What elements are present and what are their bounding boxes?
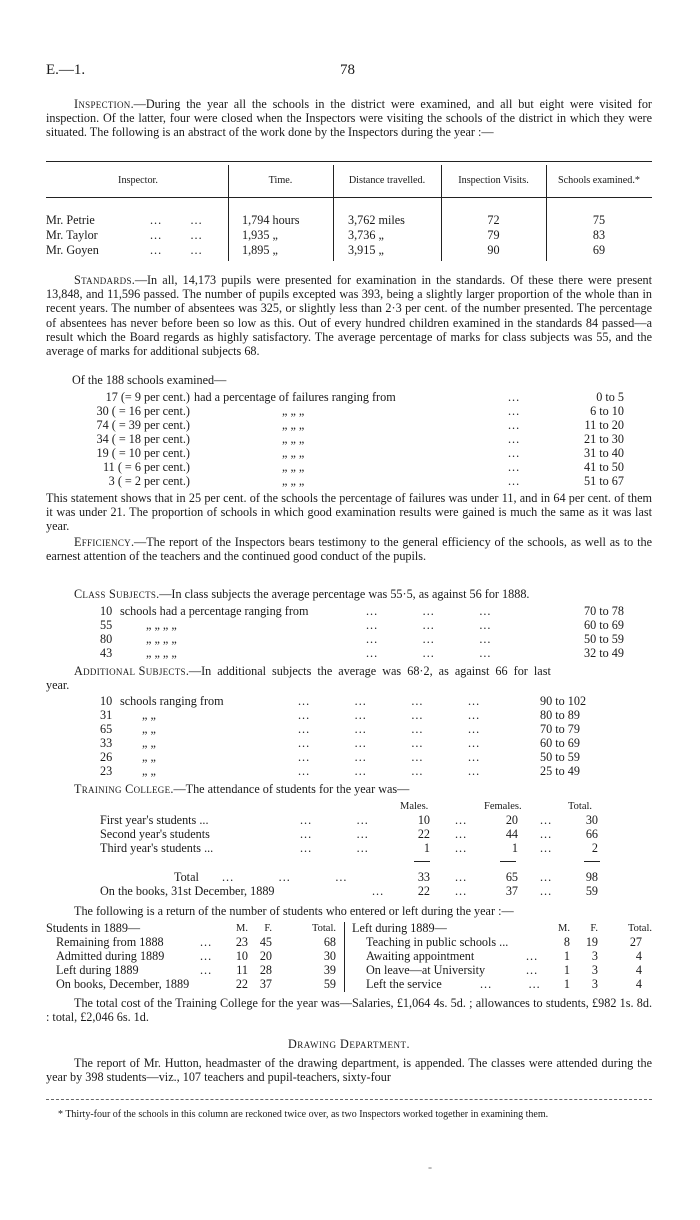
right-total-cell: 27 (629, 935, 642, 949)
schools-cell: 69 (592, 243, 606, 257)
leader-dots: ... (455, 884, 468, 898)
leader-dots: ... (508, 390, 521, 404)
left-total-cell: 39 (323, 963, 336, 977)
list-range: 50 to 59 (540, 750, 580, 764)
leader-dots: ... (455, 870, 468, 884)
females-cell: 1 (511, 841, 518, 855)
right-row-label: Teaching in public schools ... (366, 935, 509, 949)
sum-rule (584, 861, 600, 862)
leader-dots: ... ... ... ... (298, 722, 481, 736)
leader-dots: ... ... ... ... (298, 764, 481, 778)
left-row-label: Admitted during 1889 (56, 949, 165, 963)
right-m-cell: 8 (563, 935, 570, 949)
inspection-heading: Inspection (74, 97, 131, 111)
efficiency-paragraph (46, 535, 652, 563)
training-college-text: .—The attendance of students for the year was— (170, 782, 410, 796)
right-m-cell: 1 (563, 949, 570, 963)
left-total-cell: 68 (323, 935, 336, 949)
males-cell: 22 (417, 827, 430, 841)
list-count: 80 (100, 632, 113, 646)
left-row-label: Left during 1889 (56, 963, 139, 977)
list-desc: „ „ (142, 764, 156, 778)
class-subjects-heading: Class Subjects (74, 587, 157, 601)
total-cell: 66 (585, 827, 598, 841)
females-cell: 20 (505, 813, 518, 827)
leader-dots: ... (372, 884, 385, 898)
failure-desc: „ „ „ (282, 418, 305, 432)
total-label: Total (174, 870, 199, 884)
return-intro: The following is a return of the number of students who entered or left during the year :— (74, 904, 514, 918)
leader-dots: ... (508, 404, 521, 418)
inspection-paragraph (46, 97, 652, 140)
footnote: * Thirty-four of the schools in this column are reckoned twice over, as two Inspectors worked together in examining them. (58, 1109, 549, 1120)
right-m-cell: 1 (563, 963, 570, 977)
right-col-f: F. (590, 923, 598, 934)
list-range: 90 to 102 (540, 694, 587, 708)
males-books: 22 (417, 884, 430, 898)
list-desc: „ „ (142, 736, 156, 750)
right-f-cell: 3 (591, 949, 598, 963)
drawing-paragraph: The report of Mr. Hutton, headmaster of the drawing department, is appended. The classes were attended during the year by 398 students—viz., 107 teachers and pupil-teachers, sixty-four (46, 1056, 652, 1085)
inspector-name: Mr. Petrie (46, 213, 95, 227)
list-count: 26 (100, 750, 113, 764)
left-m-cell: 23 (235, 935, 248, 949)
failure-count: 19 ( = 10 per cent.) (96, 446, 190, 460)
leader-dots: ... ... ... ... (298, 694, 481, 708)
leader-dots: ... (508, 460, 521, 474)
leader-dots: ... (508, 418, 521, 432)
visits-cell: 90 (487, 243, 500, 257)
visits-cell: 72 (487, 213, 500, 227)
list-desc: „ „ „ „ (146, 632, 177, 646)
right-table-title: Left during 1889— (352, 921, 447, 935)
page-header (46, 62, 654, 82)
left-row-label: On books, December, 1889 (56, 977, 190, 991)
leader-dots: ... (200, 963, 213, 977)
list-count: 55 (100, 618, 113, 632)
leader-dots: ... (508, 446, 521, 460)
col-header-females: Females. (484, 801, 522, 812)
leader-dots: ... ... ... ... (298, 736, 481, 750)
report-code: E.—1. (46, 62, 86, 78)
leader-dots: ... (200, 935, 213, 949)
leader-dots: ... ... ... (366, 632, 492, 646)
table-col-divider (344, 922, 345, 992)
total-cell: 2 (591, 841, 598, 855)
left-m-cell: 11 (236, 963, 248, 977)
leader-dots: ... (540, 813, 553, 827)
right-total-cell: 4 (635, 977, 642, 991)
right-f-cell: 19 (585, 935, 598, 949)
books-label: On the books, 31st December, 1889 (100, 884, 275, 898)
list-count: 31 (100, 708, 113, 722)
leader-dots: ... (526, 963, 539, 977)
failure-desc: „ „ „ (282, 404, 305, 418)
distance-cell: 3,915 „ (348, 243, 384, 257)
failure-count: 11 ( = 6 per cent.) (103, 460, 190, 474)
leader-dots: ... ... ... (222, 870, 348, 884)
males-total: 33 (417, 870, 430, 884)
list-desc: „ „ (142, 750, 156, 764)
list-count: 43 (100, 646, 113, 660)
leader-dots: ... (455, 813, 468, 827)
standards-heading: Standards (74, 273, 132, 287)
left-f-cell: 28 (259, 963, 272, 977)
left-m-cell: 22 (235, 977, 248, 991)
leader-dots: ... ... (300, 813, 369, 827)
visits-cell: 79 (487, 228, 500, 242)
leader-dots: ... ... ... ... (298, 750, 481, 764)
list-desc: „ „ „ „ (146, 646, 177, 660)
leader-dots: ... (508, 432, 521, 446)
efficiency-heading: Efficiency (74, 535, 131, 549)
failure-range: 51 to 67 (584, 474, 624, 488)
left-total-cell: 59 (323, 977, 336, 991)
left-table-title: Students in 1889— (46, 921, 141, 935)
leader-dots: ... ... (300, 827, 369, 841)
left-f-cell: 20 (259, 949, 272, 963)
standards-intro: Of the 188 schools examined— (72, 373, 227, 387)
list-range: 70 to 79 (540, 722, 580, 736)
list-desc: schools ranging from (120, 694, 224, 708)
left-col-m: M. (236, 923, 248, 934)
table-top-rule (46, 161, 652, 162)
col-header-schools: Schools examined.* (557, 175, 641, 186)
leader-dots: ... (540, 884, 553, 898)
standards-conclusion: This statement shows that in 25 per cent. of the schools the percentage of failures was under 11, and in 64 per cent. of them it was under 21. The proportion of schools in which good examination results were gained is much the same as it was last year. (46, 491, 652, 534)
attendance-label: Third year's students ... (100, 841, 214, 855)
time-cell: 1,895 „ (242, 243, 278, 257)
failure-desc: „ „ „ (282, 432, 305, 446)
left-m-cell: 10 (235, 949, 248, 963)
cost-paragraph: The total cost of the Training College for the year was—Salaries, £1,064 4s. 5d. ; allowances to students, £982 1s. 8d. : total, £2,046 6s. 1d. (46, 996, 652, 1025)
time-cell: 1,794 hours (242, 213, 300, 227)
sum-rule (414, 861, 430, 862)
class-subjects-paragraph (46, 587, 652, 601)
leader-dots: ... ... (150, 243, 203, 257)
list-count: 10 (100, 604, 113, 618)
list-count: 23 (100, 764, 113, 778)
footnote-rule (46, 1099, 652, 1100)
left-col-f: F. (264, 923, 272, 934)
list-count: 65 (100, 722, 113, 736)
list-range: 80 to 89 (540, 708, 580, 722)
list-range: 50 to 59 (584, 632, 624, 646)
failure-desc: „ „ „ (282, 474, 305, 488)
right-total-cell: 4 (635, 949, 642, 963)
training-college-paragraph (74, 782, 409, 796)
time-cell: 1,935 „ (242, 228, 278, 242)
col-header-time: Time. (268, 175, 293, 186)
right-row-label: Awaiting appointment (366, 949, 475, 963)
left-f-cell: 37 (259, 977, 272, 991)
failure-count: 74 ( = 39 per cent.) (96, 418, 190, 432)
sum-rule (500, 861, 516, 862)
attendance-label: Second year's students (100, 827, 210, 841)
right-f-cell: 3 (591, 977, 598, 991)
left-total-cell: 30 (323, 949, 336, 963)
leader-dots: ... ... ... (366, 646, 492, 660)
leader-dots: ... ... ... ... (298, 708, 481, 722)
col-header-inspector: Inspector. (118, 175, 158, 186)
distance-cell: 3,762 miles (348, 213, 405, 227)
list-range: 32 to 49 (584, 646, 624, 660)
inspection-text: .—During the year all the schools in the district were examined, and all but eight were visited for inspection. Of the latter, four were closed when the Inspectors were visiting the schools of the district in which they were situated. The following is an abstract of the work done by the Inspectors during the year :— (46, 97, 652, 140)
females-cell: 44 (505, 827, 518, 841)
females-books: 37 (505, 884, 518, 898)
failure-desc: „ „ „ (282, 446, 305, 460)
failure-range: 11 to 20 (584, 418, 624, 432)
table-header-rule (46, 197, 652, 198)
leader-dots: ... (540, 841, 553, 855)
list-range: 70 to 78 (584, 604, 624, 618)
efficiency-text: .—The report of the Inspectors bears testimony to the general efficiency of the schools, as well as to the earnest attention of the teachers and the continued good conduct of the pupils. (46, 535, 652, 564)
females-total: 65 (505, 870, 518, 884)
additional-subjects-heading: Additional Subjects (74, 664, 186, 678)
leader-dots: ... ... ... (366, 604, 492, 618)
list-range: 60 to 69 (584, 618, 624, 632)
standards-text: .—In all, 14,173 pupils were presented for examination in the standards. Of these there were present 13,848, and 11,596 passed. The number of pupils excepted was 393, being a slightly larger proportion of the whole than in recent years. The number of absentees was 325, or slightly less than 2·3 per cent. of the number presented. The percentage of absentees has never before been so low as this. Out of every hundred children examined in the standards 84 passed—a result which the Board regards as highly satisfactory. The average percentage of marks for class subjects was 55, and the average of marks for additional subjects 68. (46, 273, 652, 359)
right-f-cell: 3 (591, 963, 598, 977)
failure-range: 41 to 50 (584, 460, 624, 474)
left-row-label: Remaining from 1888 (56, 935, 164, 949)
inspector-name: Mr. Goyen (46, 243, 99, 257)
col-header-total: Total. (568, 801, 593, 812)
leader-dots: ... (508, 474, 521, 488)
drawing-heading: Drawing Department. (287, 1037, 411, 1051)
grand-total: 98 (585, 870, 598, 884)
stray-mark: - (428, 1160, 433, 1174)
failure-count: 3 ( = 2 per cent.) (108, 474, 190, 488)
failure-count: 17 (= 9 per cent.) (105, 390, 190, 404)
left-f-cell: 45 (259, 935, 272, 949)
total-books: 59 (585, 884, 598, 898)
inspector-name: Mr. Taylor (46, 228, 98, 242)
right-total-cell: 4 (635, 963, 642, 977)
leader-dots: ... (540, 827, 553, 841)
additional-subjects-text: .—In additional subjects the average was 68·2, as against 66 for last (185, 664, 551, 678)
failure-desc: had a percentage of failures ranging from (194, 390, 396, 404)
list-desc: „ „ „ „ (146, 618, 177, 632)
leader-dots: ... (540, 870, 553, 884)
additional-subjects-text-cont: year. (46, 678, 70, 692)
schools-cell: 75 (592, 213, 606, 227)
list-count: 10 (100, 694, 113, 708)
page-number: 78 (340, 62, 355, 78)
left-col-total: Total. (311, 923, 336, 934)
males-cell: 10 (417, 813, 430, 827)
attendance-label: First year's students ... (100, 813, 209, 827)
right-col-total: Total. (627, 923, 652, 934)
leader-dots: ... ... ... (366, 618, 492, 632)
training-college-heading: Training College (74, 782, 171, 796)
leader-dots: ... (455, 827, 468, 841)
total-cell: 30 (585, 813, 598, 827)
males-cell: 1 (423, 841, 430, 855)
schools-cell: 83 (592, 228, 606, 242)
leader-dots: ... (200, 949, 213, 963)
failure-range: 0 to 5 (596, 390, 624, 404)
leader-dots: ... ... (150, 228, 203, 242)
list-count: 33 (100, 736, 113, 750)
right-col-m: M. (558, 923, 570, 934)
standards-paragraph (46, 273, 652, 358)
list-desc: „ „ (142, 722, 156, 736)
col-header-males: Males. (400, 801, 429, 812)
leader-dots: ... ... (480, 977, 541, 991)
col-header-distance: Distance travelled. (348, 175, 426, 186)
leader-dots: ... ... (300, 841, 369, 855)
col-header-visits: Inspection Visits. (458, 175, 529, 186)
failure-desc: „ „ „ (282, 460, 305, 474)
list-desc: „ „ (142, 708, 156, 722)
failure-count: 34 ( = 18 per cent.) (96, 432, 190, 446)
right-row-label: On leave—at University (366, 963, 486, 977)
right-row-label: Left the service (366, 977, 442, 991)
failure-range: 21 to 30 (584, 432, 624, 446)
leader-dots: ... ... (150, 213, 203, 227)
failure-range: 6 to 10 (590, 404, 624, 418)
list-range: 60 to 69 (540, 736, 580, 750)
distance-cell: 3,736 „ (348, 228, 384, 242)
failure-range: 31 to 40 (584, 446, 624, 460)
additional-subjects-paragraph (74, 664, 652, 678)
list-desc: schools had a percentage ranging from (120, 604, 309, 618)
failure-count: 30 ( = 16 per cent.) (96, 404, 190, 418)
class-subjects-text: .—In class subjects the average percentage was 55·5, as against 56 for 1888. (156, 587, 530, 601)
right-m-cell: 1 (563, 977, 570, 991)
list-range: 25 to 49 (540, 764, 580, 778)
leader-dots: ... (455, 841, 468, 855)
leader-dots: ... (526, 949, 539, 963)
